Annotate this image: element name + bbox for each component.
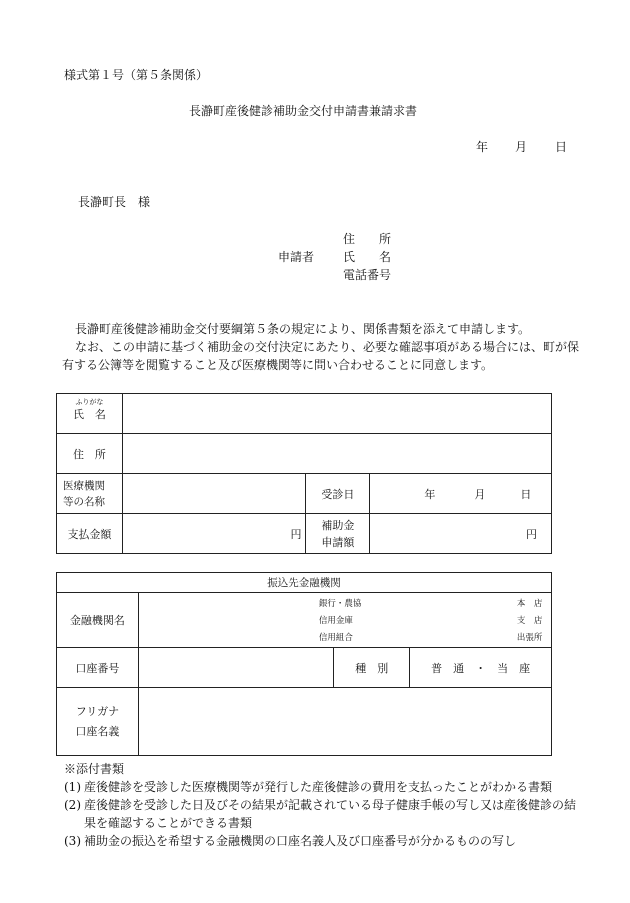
bank-header: 振込先金融機関	[57, 573, 552, 593]
name-label: ふりがな 氏 名	[72, 397, 106, 421]
attachment-item: (1) 産後健診を受診した医療機関等が発行した産後健診の費用を支払ったことがわかる書類	[64, 780, 553, 794]
applicant-name-label: 氏 名	[343, 250, 392, 264]
branch-type-2: 支 店	[516, 616, 543, 626]
visit-date-label: 受診日	[306, 474, 370, 514]
account-type-value[interactable]: 普 通 ・ 当 座	[410, 648, 552, 688]
account-number-field[interactable]	[138, 648, 334, 688]
applicant-phone-label: 電話番号	[343, 268, 392, 282]
account-type-label: 種 別	[334, 648, 410, 688]
bank-table	[56, 572, 552, 756]
account-holder-label: フリガナ 口座名義	[57, 688, 139, 756]
visit-year: 年	[424, 487, 436, 501]
bank-type-1: 銀行・農協	[318, 599, 362, 609]
body-paragraph-1: 長瀞町産後健診補助金交付要綱第５条の規定により、関係書類を添えて申請します。	[75, 322, 531, 336]
name-field[interactable]	[122, 394, 551, 434]
date-year: 年	[476, 140, 489, 154]
bank-type-2: 信用金庫	[318, 616, 353, 626]
addressee: 長瀞町長 様	[78, 195, 151, 209]
subsidy-label: 補助金 申請額	[306, 514, 370, 554]
bank-name-field[interactable]	[138, 593, 551, 648]
applicant-address-label: 住 所	[343, 232, 392, 246]
name-label-cell	[57, 394, 123, 434]
body-paragraph-2: なお、この申請に基づく補助金の交付決定にあたり、必要な確認事項がある場合には、町が保有する公簿等を閲覧すること及び医療機関等に問い合わせることに同意します。	[62, 340, 580, 372]
attachment-item: (2) 産後健診を受診した日及びその結果が記載されている母子健康手帳の写し又は産後健診の結果を確認することができる書類	[64, 798, 577, 830]
clinic-name-field[interactable]	[122, 474, 306, 514]
visit-day: 日	[520, 487, 532, 501]
bank-name-label: 金融機関名	[57, 593, 139, 648]
date-day: 日	[555, 140, 568, 154]
document-title: 長瀞町産後健診補助金交付申請書兼請求書	[189, 104, 418, 118]
account-holder-field[interactable]	[138, 688, 551, 756]
application-table	[56, 393, 552, 554]
subsidy-field[interactable]	[370, 514, 552, 554]
branch-type-1: 本 店	[516, 599, 543, 609]
date-month: 月	[515, 140, 528, 154]
branch-type-3: 出張所	[516, 633, 543, 643]
attachments	[64, 760, 584, 850]
body-text	[62, 320, 582, 374]
form-number: 様式第１号（第５条関係）	[64, 68, 209, 82]
bank-type-3: 信用組合	[318, 633, 353, 643]
address-field[interactable]	[122, 434, 551, 474]
payment-field[interactable]	[122, 514, 306, 554]
name-ruby: ふりがな	[75, 397, 104, 406]
payment-yen: 円	[290, 527, 302, 541]
address-label: 住 所	[57, 434, 123, 474]
visit-date-field[interactable]	[370, 474, 552, 514]
visit-month: 月	[474, 487, 486, 501]
subsidy-yen: 円	[526, 527, 537, 541]
attachment-item: (3) 補助金の振込を希望する金融機関の口座名義人及び口座番号が分かるものの写し	[64, 834, 517, 848]
account-number-label: 口座番号	[57, 648, 139, 688]
payment-label: 支払金額	[57, 514, 123, 554]
attachments-title: ※添付書類	[64, 762, 125, 776]
applicant-label: 申請者	[278, 250, 315, 264]
clinic-label: 医療機関 等の名称	[57, 474, 123, 514]
